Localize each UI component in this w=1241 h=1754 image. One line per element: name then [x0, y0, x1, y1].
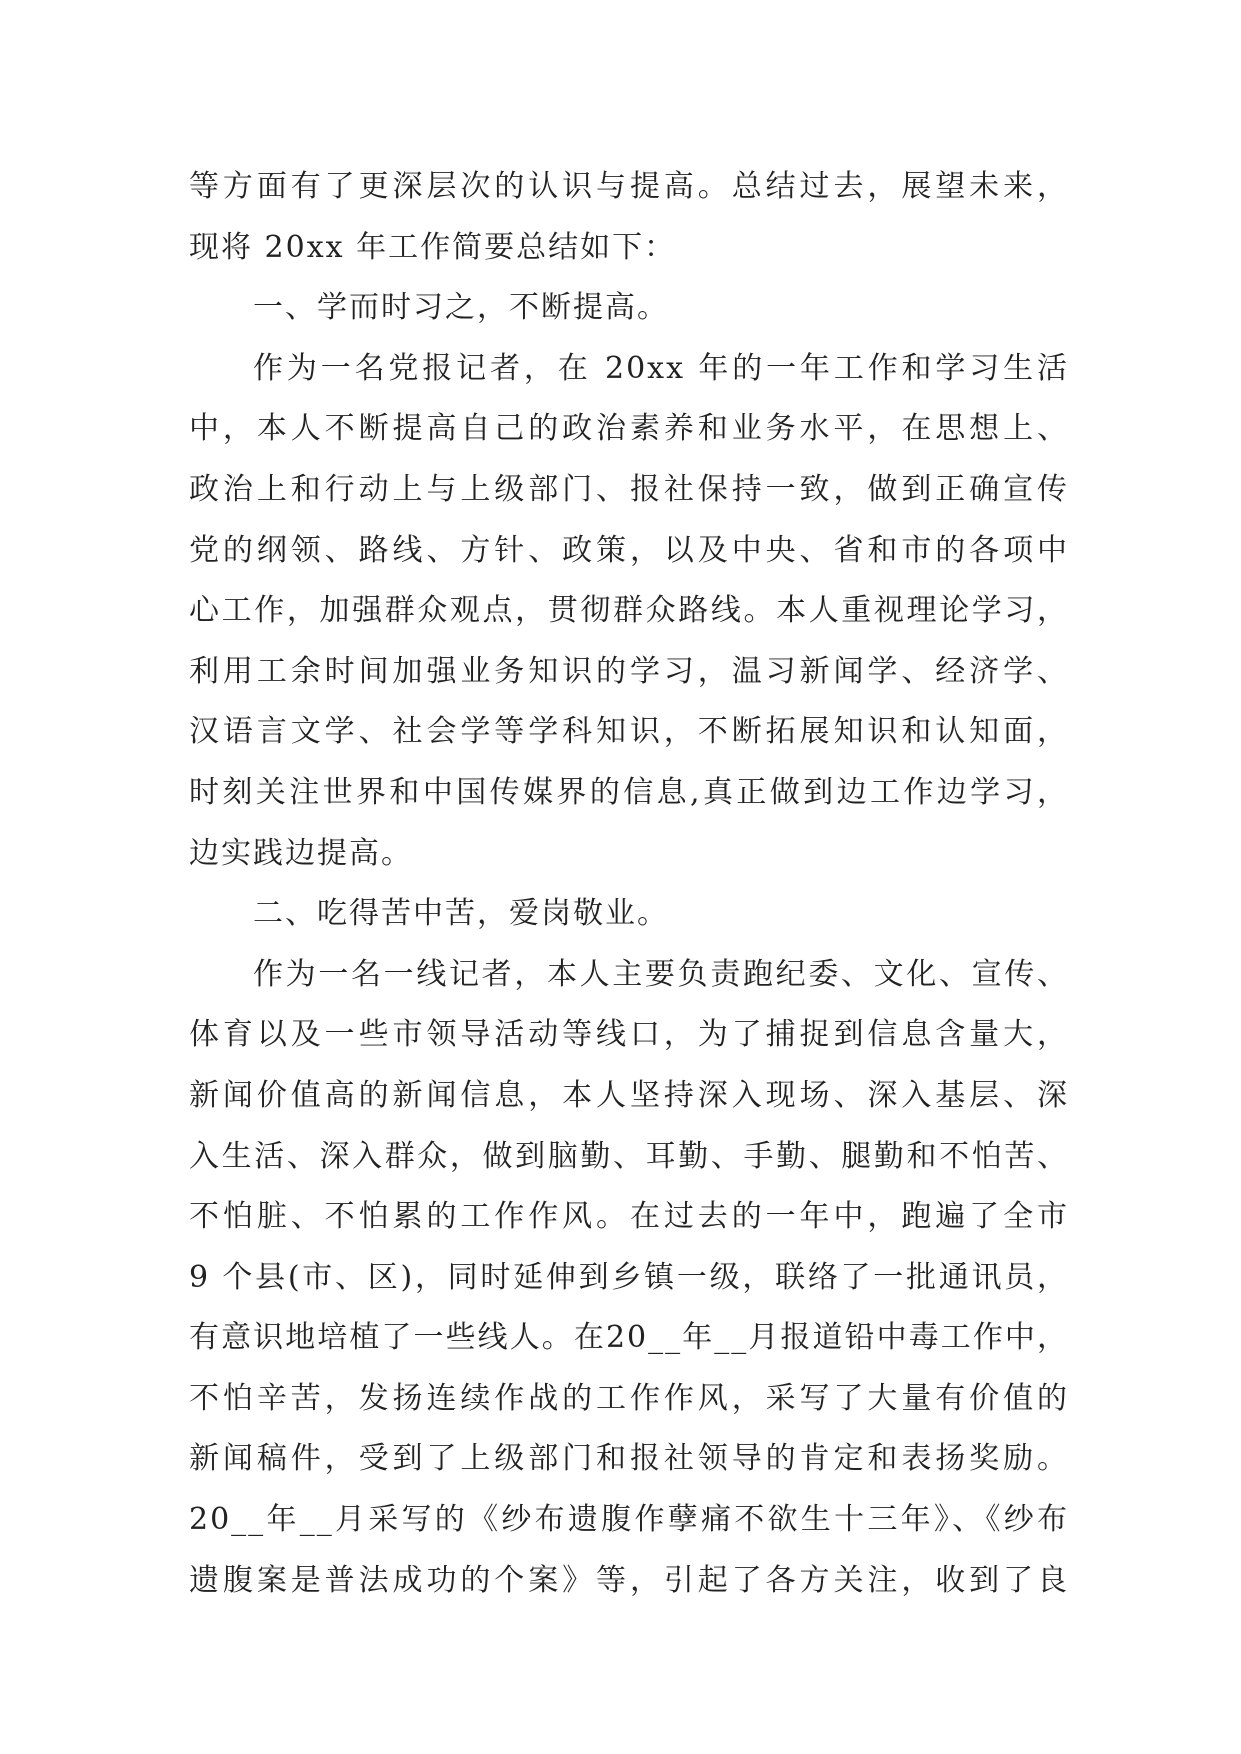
text-line: 时刻关注世界和中国传媒界的信息,真正做到边工作边学习，	[189, 774, 1069, 810]
paragraph-first-line: 二、吃得苦中苦，爱岗敬业。	[253, 896, 669, 932]
text-line: 新闻价值高的新闻信息，本人坚持深入现场、深入基层、深	[189, 1077, 1069, 1113]
text-line: 体育以及一些市领导活动等线口，为了捕捉到信息含量大，	[189, 1017, 1069, 1053]
text-line: 等方面有了更深层次的认识与提高。总结过去，展望未来，	[189, 169, 1069, 204]
text-line: 入生活、深入群众，做到脑勤、耳勤、手勤、腿勤和不怕苦、	[189, 1138, 1069, 1174]
text-line: 有意识地培植了一些线人。在20__年__月报道铅中毒工作中，	[189, 1320, 1069, 1356]
text-line: 汉语言文学、社会学等学科知识，不断拓展知识和认知面，	[189, 714, 1069, 750]
text-line: 利用工余时间加强业务知识的学习，温习新闻学、经济学、	[189, 653, 1069, 689]
text-line: 党的纲领、路线、方针、政策，以及中央、省和市的各项中	[189, 532, 1069, 568]
paragraph-first-line: 作为一名一线记者，本人主要负责跑纪委、文化、宣传、	[253, 956, 1069, 992]
text-line: 不怕辛苦，发扬连续作战的工作作风，采写了大量有价值的	[189, 1380, 1069, 1416]
text-line: 中，本人不断提高自己的政治素养和业务水平，在思想上、	[189, 411, 1069, 447]
text-line: 新闻稿件，受到了上级部门和报社领导的肯定和表扬奖励。	[189, 1441, 1069, 1477]
text-line: 遗腹案是普法成功的个案》等，引起了各方关注，收到了良	[189, 1562, 1069, 1598]
text-line: 不怕脏、不怕累的工作作风。在过去的一年中，跑遍了全市	[189, 1199, 1069, 1235]
paragraph-first-line: 一、学而时习之，不断提高。	[253, 290, 669, 326]
paragraph-first-line: 作为一名党报记者，在 20xx 年的一年工作和学习生活	[253, 350, 1069, 386]
text-line: 政治上和行动上与上级部门、报社保持一致，做到正确宣传	[189, 471, 1069, 507]
text-line: 现将 20xx 年工作简要总结如下：	[189, 229, 677, 265]
text-line: 9 个县(市、区)，同时延伸到乡镇一级，联络了一批通讯员，	[189, 1259, 1069, 1295]
text-line: 心工作，加强群众观点，贯彻群众路线。本人重视理论学习，	[189, 593, 1069, 629]
document-body	[189, 157, 1069, 1611]
text-line: 20__年__月采写的《纱布遗腹作孽痛不欲生十三年》、《纱布	[189, 1502, 1069, 1538]
text-line: 边实践边提高。	[189, 835, 413, 871]
